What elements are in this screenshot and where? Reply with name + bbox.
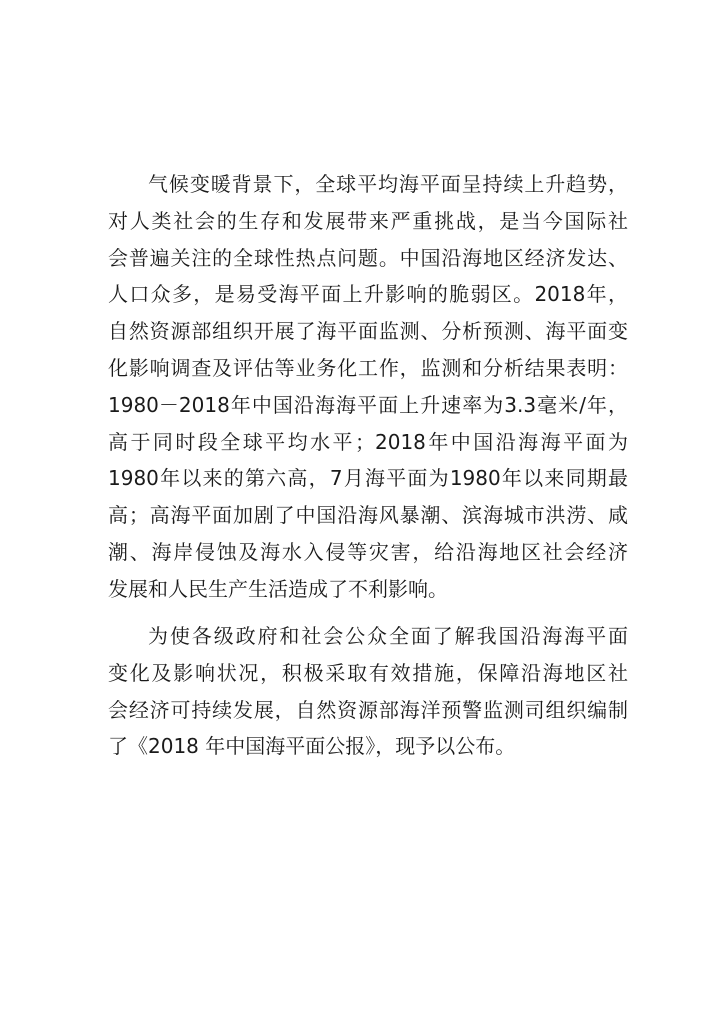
text-line: 对人类社会的生存和发展带来严重挑战，是当今国际社 [108, 208, 628, 233]
text-line: 自然资源部组织开展了海平面监测、分析预测、海平面变 [108, 319, 628, 344]
text-line: 高；高海平面加剧了中国沿海风暴潮、滨海城市洪涝、咸 [108, 503, 628, 528]
text-line: 潮、海岸侵蚀及海水入侵等灾害，给沿海地区社会经济 [108, 539, 628, 564]
text-line: 会经济可持续发展，自然资源部海洋预警监测司组织编制 [108, 697, 628, 722]
paragraph-intro [108, 166, 628, 608]
text-line: 高于同时段全球平均水平；2018年中国沿海海平面为 [108, 429, 628, 454]
text-line: 化影响调查及评估等业务化工作，监测和分析结果表明： [108, 355, 628, 380]
text-line: 发展和人民生产生活造成了不利影响。 [108, 576, 448, 601]
paragraph-announcement [108, 618, 628, 765]
text-line: 1980年以来的第六高，7月海平面为1980年以来同期最 [108, 466, 628, 491]
text-line: 1980－2018年中国沿海海平面上升速率为3.3毫米/年， [108, 392, 628, 417]
text-line: 会普遍关注的全球性热点问题。中国沿海地区经济发达、 [108, 245, 628, 270]
text-line: 气候变暖背景下，全球平均海平面呈持续上升趋势， [148, 172, 628, 196]
text-line: 人口众多，是易受海平面上升影响的脆弱区。2018年， [108, 282, 628, 307]
text-line: 变化及影响状况，积极采取有效措施，保障沿海地区社 [108, 660, 628, 685]
text-line: 为使各级政府和社会公众全面了解我国沿海海平面 [148, 624, 628, 648]
text-line: 了《2018 年中国海平面公报》，现予以公布。 [108, 734, 516, 759]
